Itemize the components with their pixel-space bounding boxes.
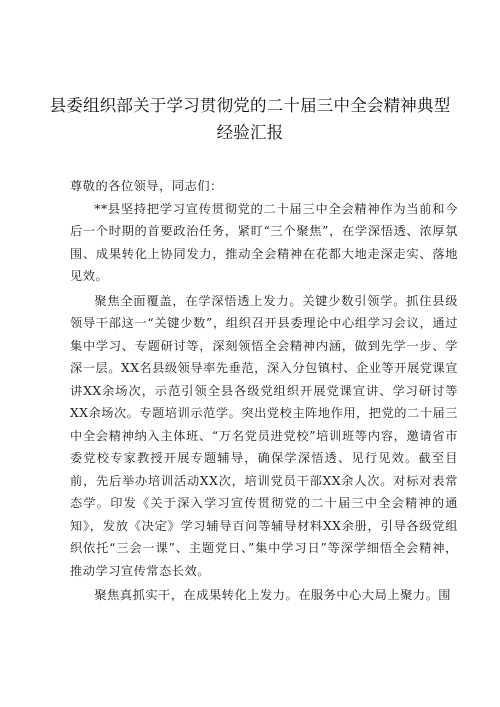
document-body <box>70 175 458 609</box>
greeting: 尊敬的各位领导，同志们： <box>70 179 223 193</box>
paragraph-results: 聚焦真抓实干，在成果转化上发力。在服务中心大局上聚力。围 <box>94 588 452 602</box>
document-title-line-2: 经验汇报 <box>216 123 284 142</box>
document-title-line-1: 县委组织部关于学习贯彻党的二十届三中全会精神典型 <box>49 96 451 115</box>
paragraph-learning: 聚焦全面覆盖，在学深悟透上发力。关键少数引领学。抓住县级领导干部这一“关键少数”，组织召开县委理论中心组学习会议，通过集中学习、专题研讨等，深刻领悟全会精神内涵，做到先学一步、学深一层。XX名县级领导率先垂范，深入分包镇村、企业等开展党课宣讲XX余场次，示范引领全县各级党组织开展党课宣讲、学习研讨等XX余场次。专题培训示范学。突出党校主阵地作用，把党的二十届三中全会精神纳入主体班、“万名党员进党校”培训班等内容，邀请省市委党校专家教授开展专题辅导，确保学深悟透、见行见效。截至目前，先后举办培训活动XX次，培训党员干部XX余人次。对标对表常态学。印发《关于深入学习宣传贯彻党的二十届三中全会精神的通知》，发放《决定》学习辅导百问等辅导材料XX余册，引导各级党组织依托“三会一课”、主题党日、”集中学习日”等深学细悟全会精神，推动学习宣传常态长效。 <box>70 293 458 578</box>
paragraph-intro: **县坚持把学习宣传贯彻党的二十届三中全会精神作为当前和今后一个时期的首要政治任务，紧盯“三个聚焦”，在学深悟透、浓厚氛围、成果转化上协同发力，推动全会精神在花都大地走深走实、落地见效。 <box>70 201 458 283</box>
